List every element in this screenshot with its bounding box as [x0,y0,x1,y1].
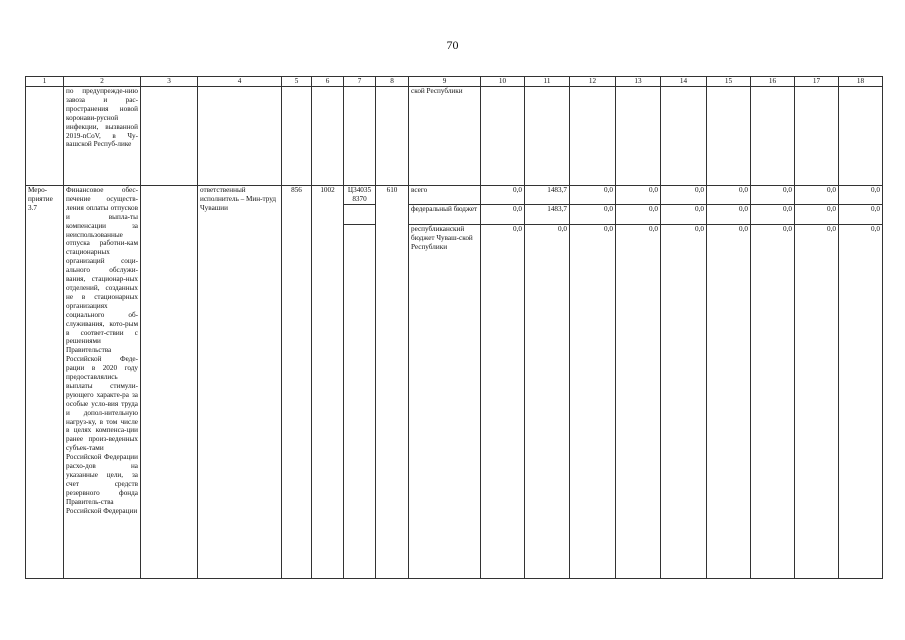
measure-description-continued: по предупрежде-нию завоза и рас-пространения новой коронави-русной инфекции, вызванной 2019-nCoV, в Чу-вашской Респуб-лике [64,87,141,186]
table-cell: 0,0 [616,225,661,579]
column-number: 1 [26,77,64,87]
table-cell: 0,0 [795,205,839,225]
funding-source: федеральный бюджет [409,205,481,225]
continued-row [26,87,883,186]
table-cell: 0,0 [839,205,883,225]
funding-source: республиканский бюджет Чуваш-ской Республики [409,225,481,579]
table-cell: 0,0 [570,205,616,225]
page-number: 70 [446,38,459,52]
table-cell: 0,0 [616,205,661,225]
column-number: 18 [839,77,883,87]
column-number-row [26,77,883,87]
table-cell: 1483,7 [525,186,570,205]
column-number: 9 [409,77,481,87]
table-cell: 0,0 [481,205,525,225]
funding-source-continued: ской Республики [409,87,481,186]
responsible-executor: ответственный исполнитель – Мин-труд Чувашии [198,186,282,579]
budget-code-target: Ц34035 8370 [344,186,376,205]
column-number: 15 [707,77,751,87]
column-number: 11 [525,77,570,87]
column-number: 7 [344,77,376,87]
table-cell: 0,0 [616,186,661,205]
funding-source: всего [409,186,481,205]
table-cell: 0,0 [481,186,525,205]
table-cell: 0,0 [570,225,616,579]
column-number: 16 [751,77,795,87]
measure-description: Финансовое обес-печение осуществ-ления оплаты отпусков и выпла-ты компенсации за неиспользованные отпуска работни-кам стационарных организаций соци-ального обслужи-вания, стационар-ных отделений, созданных не в стационарных организациях социального об-служивания, кото-рым в соответ-ствии с решениями Правительства Российской Феде-рации в 2020 году предоставлялись выплаты стимули-рующего характе-ра за особые усло-вия труда и допол-нительную нагруз-ку, в том числе в целях компенса-ции ранее произ-веденных субъек-тами Российской Федерации расхо-дов на указанные цели, за счет средств резервного фонда Правитель-ства Российской Федерации [64,186,141,579]
table-cell: 0,0 [481,225,525,579]
column-number: 14 [661,77,707,87]
column-number: 10 [481,77,525,87]
table-cell: 0,0 [661,205,707,225]
column-number: 12 [570,77,616,87]
table-cell: 0,0 [707,205,751,225]
table-cell: 0,0 [839,225,883,579]
measure-col3 [141,186,198,579]
budget-code-section: 1002 [312,186,344,205]
budget-table [25,76,883,579]
table-cell: 0,0 [707,225,751,579]
column-number: 13 [616,77,661,87]
table-row [26,186,883,205]
table-cell: 0,0 [751,205,795,225]
table-cell: 0,0 [707,186,751,205]
budget-code-grbs: 856 [282,186,312,205]
column-number: 3 [141,77,198,87]
table-cell: 1483,7 [525,205,570,225]
table-cell: 0,0 [661,225,707,579]
column-number: 2 [64,77,141,87]
column-number: 8 [376,77,409,87]
budget-code-expense: 610 [376,186,409,205]
column-number: 6 [312,77,344,87]
column-number: 4 [198,77,282,87]
table-cell: 0,0 [839,186,883,205]
table-cell: 0,0 [795,186,839,205]
table-cell: 0,0 [751,186,795,205]
column-number: 17 [795,77,839,87]
measure-number: Меро-приятие 3.7 [26,186,64,579]
table-cell: 0,0 [570,186,616,205]
table-cell: 0,0 [525,225,570,579]
column-number: 5 [282,77,312,87]
table-cell: 0,0 [795,225,839,579]
table-cell: 0,0 [661,186,707,205]
table-cell: 0,0 [751,225,795,579]
